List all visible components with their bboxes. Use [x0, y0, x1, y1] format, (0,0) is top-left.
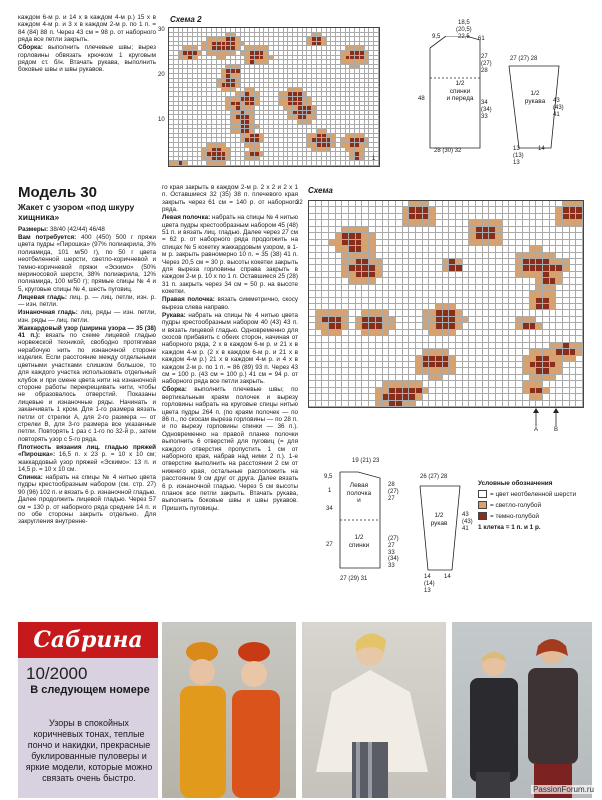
grid-cell: [469, 401, 476, 407]
body-top-34: 34 (34) 33: [481, 100, 492, 120]
instructions-column-b: го края закрыть в каждом 2-м р. 2 x 2 и 2 x 1 п. Оставшиеся 32 (35) 38 п. плечевого края закрыть через 61 см = 140 р. от наборного ряда. Левая полочка: набрать на спицы № 4 нитью цвета пудры крестообразным набором 45 (48) 51 п. и вязать лиц. гладью. Далее через 27 см = 62 р. от наборного ряда продолжить на спицах № 5 кокетку жаккардовым узором, в 1-м р. закрыть равномерно 10 п. = 35 (38) 41 п. Через 20,5 см = 30 р. высоты кокетки закрыть для выреза горловины справа закрыть в каждом 2-м р. 10 x по 1 п. Оставшиеся 25 (28) 31 п. закрыть через 34 см = 50 р. на высоте кокетки. Правая полочка: вязать симметрично, скосу выреза слева направо. Рукава: набрать на спицы № 4 нитью цвета пудры крестообразным набором 40 (43) 43 п. и вязать лицевой гладью. Одновременно для скосов прибавить с обеих сторон, начиная от наборного ряда, 2 x в каждом 6-м р. и 21 x в каждом 4-м р. (2 x в каждом 6-м р. и 21 x в каждом 4-м р.) 21 x в каждом 4-м р. и 4 x в каждом 2-м р. по 1 п. = 86 (89) 93 п. Через 43 см = 100 р. (43 см = 100 р.) 41 см = 94 р. от наборного ряда все петли закрыть. Сборка: выполнить плечевые швы; по вертикальным краям полочек и вырезу горловины набрать на круговые спицы нитью цвета пудры 264 п. (по краям полочек — по 86 п., по скосам выреза горловины — по 28 п. и по вырезу горловины спинки — 36 п.). Одновременно на правой планке полочки выполнить 6 отверстий для пуговиц (= для каждого отверстия пропустить 1 см от наборного края, набрав над ними 2 п.). 1-е отверстие выполнить на расстоянии 2 см от нижнего края, остальные расположить на расстоянии 9 см друг от друга. Далее вязать 6 р. изнаночной гладью. Через 5 см высоты планок все петли закрыть. Втачать рукава, выполнить боковые швы и швы рукавов. Пришить пуговицы.: [162, 184, 299, 512]
grid-cell: [423, 401, 430, 407]
body-bottom-1: 1: [328, 488, 332, 494]
sleeve-bottom-width: 26 (27) 28: [420, 474, 448, 480]
sleeve-top-43: 43 (43) 41: [553, 98, 564, 118]
swatch-ecru: [478, 490, 487, 498]
photo-two-women-sweaters: [162, 622, 296, 798]
scheme-grid: [308, 200, 584, 408]
scheme-title: Схема: [308, 186, 333, 195]
grid-cell: [483, 401, 490, 407]
body-top-bottom: 28 (30) 32: [434, 148, 462, 154]
grid-cell: [374, 161, 379, 166]
grid-cell: [563, 401, 570, 407]
body-top-27: 27 (27) 28: [481, 54, 492, 74]
grid-cell: [383, 401, 390, 407]
grid-cell: [389, 401, 396, 407]
grid-cell: [356, 401, 363, 407]
magazine-brand: Сабрина: [18, 622, 158, 658]
grid-cell: [429, 401, 436, 407]
grid-cell: [556, 401, 563, 407]
legend: [478, 478, 588, 533]
arrow-a-label: A: [534, 427, 539, 433]
top-instructions: [18, 14, 156, 74]
body-top-48: 48: [418, 96, 425, 102]
grid-cell: [496, 401, 503, 407]
grid-cell: [543, 401, 550, 407]
grid-cell: [376, 401, 383, 407]
body-bottom-base: 27 (29) 31: [340, 576, 368, 582]
instructions-column-a: Размеры: 38/40 (42/44) 46/48 Вам потребуется: 400 (450) 500 г пряжи цвета пудры «Пирошка» (97% полиакрила, 3% полиамида, 101 м/50 г), по 50 г цвета неотбеленной шерсти, светло-коричневой и темно-коричневой пряжи «Эскимо» (50% мериносовой шерсти, 38% полиакрила, 12% полиамида, 100 м/50 г); прямые спицы № 4 и 5, круговые спицы № 4, шесть пуговиц. Лицевая гладь: лиц. р. — лиц. петли, изн. р. — изн. петли. Изнаночная гладь: лиц. ряды — изн. петли, изн. ряды — лиц. петли. Жаккардовый узор (ширина узора — 35 (38) 41 п.): вязать по схеме лицевой гладью норвежской техникой, свободно протягивая нерабочую нить по изнаночной стороне изделия. Если расстояние между отдельными цветными участками слишком большое, то для каждого участка использовать отдельный клубок и при смене цвета нити на изнаночной стороне работы перекрещивать нити, чтобы не образовалось отверстий. Показаны лицевые и изнаночные ряды. Начинать и заканчивать 1 кром. Для 1-го размера вязать петли от стрелки А, для 2-го размера — от стрелки В, для 3-го размера все указанные петли. Повторять 1 раз с 1-го по 32-й р., затем повторять узор с 5-го ряда. Плотность вязания лиц. гладью пряжей «Пирошка»: 16,5 п. x 23 р. = 10 x 10 см; жаккардовый узор пряжей «Эскимо»: 13 п. и 14,5 р. = 10 x 10 см. Спинка: набрать на спицы № 4 нитью цвета пудры крестообразным набором (см. стр. 27) 90 (96) 102 п. и вязать 6 р. изнаночной гладью. Далее продолжить лицевой гладью. Через 57 см = 130 р. от наборного ряда средние 14 п. и по обе стороны закрыть отдельно. Для закругления внутренне-: [18, 226, 157, 526]
grid-cell: [322, 401, 329, 407]
next-issue-promo: [18, 622, 158, 798]
swatch-light: [478, 501, 487, 509]
grid-cell: [530, 401, 537, 407]
legend-title: Условные обозначения: [478, 480, 553, 487]
sleeve-pattern-bottom: [418, 484, 462, 574]
grid-cell: [362, 401, 369, 407]
legend-item-light: = светло-голубой: [478, 500, 588, 511]
sleeve-top-width: 27 (27) 28: [510, 56, 538, 62]
grid-cell: [489, 401, 496, 407]
legend-item-ecru: = цвет неотбеленной шерсти: [478, 489, 588, 500]
grid-cell: [509, 401, 516, 407]
issue-number: 10/2000: [26, 664, 88, 683]
next-issue-heading: В следующем номере: [30, 684, 150, 696]
grid-cell: [316, 401, 323, 407]
photo-woman-poncho: [302, 622, 446, 798]
scheme2-grid: [168, 27, 380, 167]
scheme2-row-10: 10: [158, 117, 165, 123]
photo-two-people-pullovers: [452, 622, 592, 798]
grid-cell: [329, 401, 336, 407]
grid-cell: [443, 401, 450, 407]
body-top-label: 1/2 спинки и переда: [446, 80, 474, 102]
assembly-text: выполнить плечевые швы; вырез горловины обвязать крючком 1 круговым рядом ст. б/н. Втачать рукава, выполнить боковые швы и швы рукавов.: [18, 44, 156, 74]
scheme2-row-30: 30: [158, 27, 165, 33]
grid-cell: [342, 401, 349, 407]
top-line1: каждом 6-м р. и 14 x в каждом 4-м р.) 15 x в каждом 4-м р. и 3 x в каждом 2-м р. по 1 п. = 84 (84) 88 п. Через 43 см = 98 р. от наборного ряда все петли закрыть.: [18, 14, 156, 44]
swatch-dark: [478, 512, 487, 520]
body-bottom-34: 34: [326, 506, 333, 512]
scheme-row-32: 32: [296, 200, 303, 206]
grid-cell: [409, 401, 416, 407]
legend-item-dark: = темно-голубой: [478, 511, 588, 522]
grid-cell: [463, 401, 470, 407]
legend-cell-note: 1 клетка = 1 п. и 1 р.: [478, 524, 541, 531]
body-bottom-33: (34) 33: [388, 556, 399, 569]
scheme2-title: Схема 2: [170, 15, 202, 24]
sleeve-bottom-43: 43 (43) 41: [462, 512, 473, 532]
grid-cell: [523, 401, 530, 407]
grid-cell: [536, 401, 543, 407]
sleeve-bottom-14b: 14: [444, 574, 451, 580]
scheme2-row-20: 20: [158, 72, 165, 78]
next-issue-description: Узоры в спокойных коричневых тонах, теплые пончо и накидки, прекрасные буклированные пуловеры и яркие модели, которые можно связать очень быстро.: [25, 718, 153, 783]
grid-cell: [416, 401, 423, 407]
grid-cell: [396, 401, 403, 407]
body-top-61: 61: [478, 36, 485, 42]
body-bottom-27b: (27) 27 33: [388, 536, 399, 556]
grid-cell: [456, 401, 463, 407]
arrow-markers: [530, 408, 570, 428]
sleeve-top-13: 13 (13) 13: [513, 146, 524, 166]
body-top-neck: 9,5: [432, 34, 441, 40]
left-front-label: Левая полочка и: [346, 482, 372, 504]
body-top-width: 18,5 (20,5) 22,5: [456, 20, 472, 40]
model-title: Модель 30: [18, 184, 97, 201]
grid-cell: [550, 401, 557, 407]
sleeve-bottom-14: 14 (14) 13: [424, 574, 435, 594]
grid-cell: [476, 401, 483, 407]
grid-cell: [309, 401, 316, 407]
body-bottom-28: 28 (27) 27: [388, 482, 399, 502]
scheme2-row-1: 1: [372, 156, 376, 162]
back-label: 1/2 спинки: [348, 534, 370, 549]
grid-cell: [516, 401, 523, 407]
grid-cell: [403, 401, 410, 407]
grid-cell: [436, 401, 443, 407]
assembly-label: Сборка:: [18, 44, 43, 52]
grid-cell: [369, 401, 376, 407]
sleeve-bottom-label: 1/2 рукав: [430, 512, 448, 527]
body-bottom-27: 27: [326, 542, 333, 548]
arrow-b-label: B: [554, 427, 559, 433]
grid-cell: [449, 401, 456, 407]
grid-cell: [336, 401, 343, 407]
grid-cell: [349, 401, 356, 407]
grid-cell: [576, 401, 583, 407]
body-bottom-width: 19 (21) 23: [352, 458, 380, 464]
grid-cell: [503, 401, 510, 407]
site-watermark: PassionForum.ru: [533, 785, 594, 794]
sleeve-top-label: 1/2 рукава: [524, 90, 546, 105]
body-bottom-neck: 9,5: [324, 474, 333, 480]
grid-cell: [570, 401, 577, 407]
sleeve-top-14: 14: [538, 146, 545, 152]
model-subtitle: Жакет с узором «под шкуру хищника»: [18, 202, 135, 222]
